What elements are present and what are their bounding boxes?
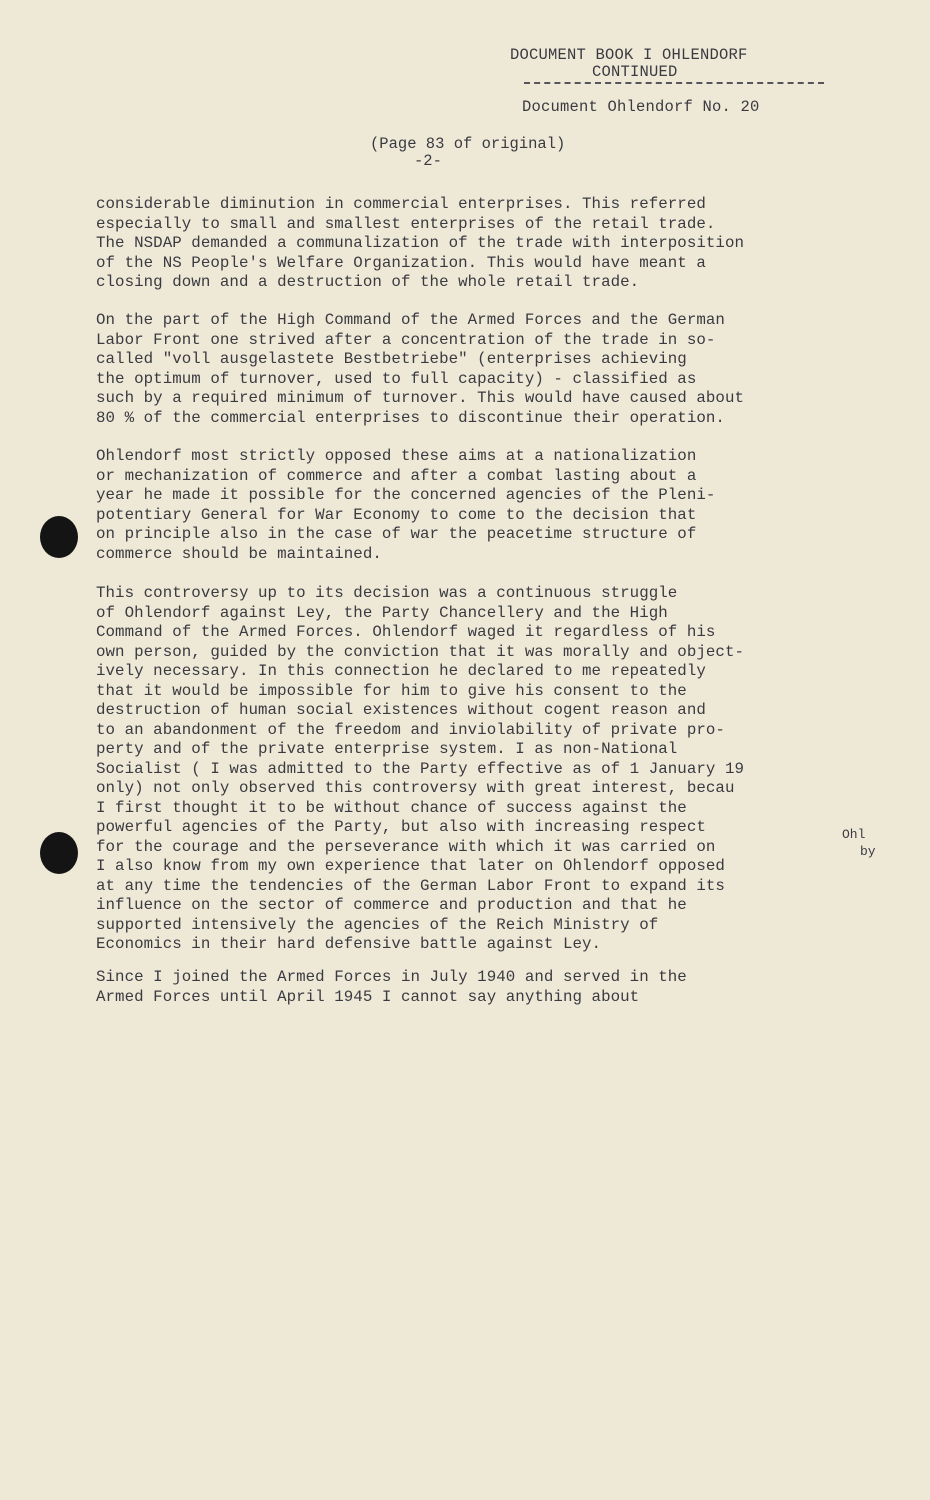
text-line: of the NS People's Welfare Organization. This would have meant a <box>96 253 706 272</box>
text-line: own person, guided by the conviction that it was morally and object- <box>96 642 745 661</box>
paragraph-4 <box>96 584 744 955</box>
text-line: only) not only observed this controversy with great interest, becau <box>96 779 735 797</box>
text-line: especially to small and smallest enterprises of the retail trade. <box>96 214 716 233</box>
page-number: -2- <box>414 152 442 170</box>
text-line: The NSDAP demanded a communalization of the trade with interposition <box>96 234 745 252</box>
text-line: on principle also in the case of war the peacetime structure of <box>96 525 697 543</box>
text-line: that it would be impossible for him to give his consent to the <box>96 681 687 700</box>
text-line: Socialist ( I was admitted to the Party effective as of 1 January 19 <box>96 759 745 778</box>
text-line: destruction of human social existences without cogent reason and <box>96 701 706 719</box>
margin-note: Ohl <box>842 827 866 842</box>
text-line: Ohlendorf most strictly opposed these aims at a nationalization <box>96 447 697 465</box>
text-line: called "voll ausgelastete Bestbetriebe" (enterprises achieving <box>96 350 687 368</box>
text-line: commerce should be maintained. <box>96 544 382 563</box>
text-line: potentiary General for War Economy to come to the decision that <box>96 505 697 524</box>
text-line: the optimum of turnover, used to full capacity) - classified as <box>96 369 697 388</box>
margin-note: by <box>860 844 876 859</box>
text-line: Economics in their hard defensive battle against Ley. <box>96 935 602 953</box>
paragraph-2 <box>96 311 744 428</box>
text-line: Armed Forces until April 1945 I cannot say anything about <box>96 987 640 1006</box>
paragraph-1 <box>96 195 744 293</box>
text-line: 80 % of the commercial enterprises to discontinue their operation. <box>96 408 725 427</box>
document-book-header: DOCUMENT BOOK I OHLENDORF <box>510 46 748 64</box>
text-line: Since I joined the Armed Forces in July 1940 and served in the <box>96 968 687 986</box>
text-line: of Ohlendorf against Ley, the Party Chancellery and the High <box>96 603 668 622</box>
text-line: On the part of the High Command of the Armed Forces and the German <box>96 311 725 329</box>
text-line: year he made it possible for the concerned agencies of the Pleni- <box>96 486 716 504</box>
text-line: considerable diminution in commercial enterprises. This referred <box>96 195 706 213</box>
page-reference: (Page 83 of original) <box>370 135 566 153</box>
text-line: Labor Front one strived after a concentration of the trade in so- <box>96 330 716 349</box>
text-line: perty and of the private enterprise system. I as non-National <box>96 740 678 758</box>
punch-hole <box>40 832 78 874</box>
text-line: to an abandonment of the freedom and inviolability of private pro- <box>96 720 725 739</box>
text-line: This controversy up to its decision was a continuous struggle <box>96 584 678 602</box>
punch-hole <box>40 516 78 558</box>
text-line: such by a required minimum of turnover. This would have caused about <box>96 389 745 407</box>
text-line: influence on the sector of commerce and production and that he <box>96 896 687 914</box>
header-divider <box>524 82 824 84</box>
document-number: Document Ohlendorf No. 20 <box>522 98 760 116</box>
text-line: at any time the tendencies of the German Labor Front to expand its <box>96 876 725 895</box>
continued-label: CONTINUED <box>592 63 678 81</box>
text-line: Command of the Armed Forces. Ohlendorf waged it regardless of his <box>96 623 716 641</box>
text-line: ively necessary. In this connection he declared to me repeatedly <box>96 662 706 680</box>
text-line: I first thought it to be without chance of success against the <box>96 798 687 817</box>
text-line: I also know from my own experience that later on Ohlendorf opposed <box>96 857 725 875</box>
text-line: closing down and a destruction of the whole retail trade. <box>96 273 640 291</box>
paragraph-3 <box>96 447 715 564</box>
text-line: supported intensively the agencies of the Reich Ministry of <box>96 915 659 934</box>
paragraph-5 <box>96 968 687 1007</box>
text-line: or mechanization of commerce and after a combat lasting about a <box>96 466 697 485</box>
text-line: for the courage and the perseverance with which it was carried on <box>96 837 716 856</box>
text-line: powerful agencies of the Party, but also with increasing respect <box>96 818 706 836</box>
